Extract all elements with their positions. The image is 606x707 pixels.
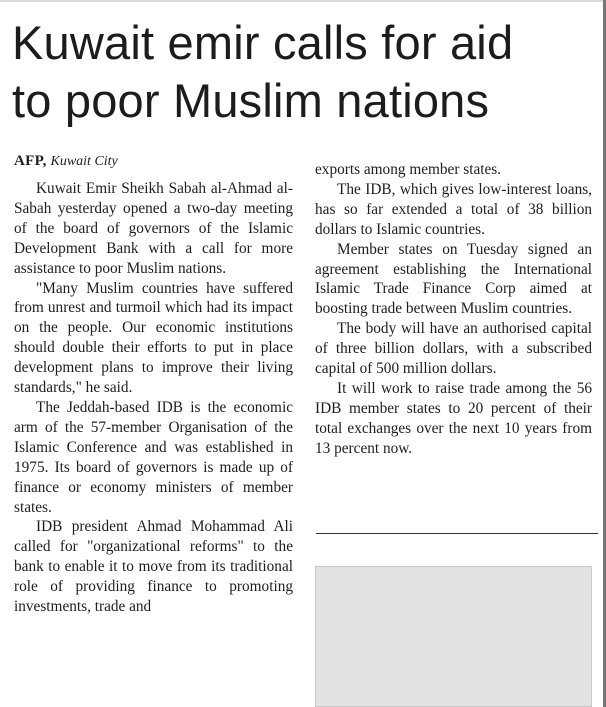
byline-source: AFP,: [14, 153, 47, 169]
byline: [14, 152, 293, 171]
column-separator-rule: [316, 533, 598, 534]
paragraph: The body will have an authorised capital of three billion dollars, with a subscribed capital of 500 million dollars.: [315, 320, 592, 378]
paragraph: It will work to raise trade among the 56 IDB member states to 20 percent of their total exchanges over the next 10 years from 13 percent now.: [315, 379, 592, 457]
headline: [12, 14, 597, 130]
article-column-left: [14, 152, 293, 617]
paragraph: Member states on Tuesday signed an agreement establishing the International Islamic Trade Finance Corp aimed at boosting trade between Muslim countries.: [315, 240, 592, 318]
paragraph: "Many Muslim countries have suffered from unrest and turmoil which had its impact on the people. Our economic institutions should double their efforts to put in place development plans to improve their living standards," he said.: [14, 279, 293, 397]
headline-line-1: Kuwait emir calls for aid: [12, 16, 514, 69]
paragraph: The Jeddah-based IDB is the economic arm of the 57-member Organisation of the Islamic Conference and was established in 1975. Its board of governors is made up of finance or economy ministers of member states.: [14, 398, 293, 516]
page-top-border: [0, 0, 606, 10]
paragraph: The IDB, which gives low-interest loans, has so far extended a total of 38 billion dollars to Islamic countries.: [315, 180, 592, 238]
paragraph: exports among member states.: [315, 161, 502, 178]
byline-location: Kuwait City: [50, 154, 118, 169]
placeholder-box: [315, 566, 592, 707]
paragraph: IDB president Ahmad Mohammad Ali called for "organizational reforms" to the bank to enable it to move from its traditional role of providing finance to promoting investments, trade and: [14, 518, 293, 616]
paragraph: Kuwait Emir Sheikh Sabah al-Ahmad al-Sabah yesterday opened a two-day meeting of the board of governors of the Islamic Development Bank with a call for more assistance to poor Muslim nations.: [14, 180, 293, 277]
article-column-right: [315, 160, 592, 459]
headline-line-2: to poor Muslim nations: [12, 74, 490, 127]
